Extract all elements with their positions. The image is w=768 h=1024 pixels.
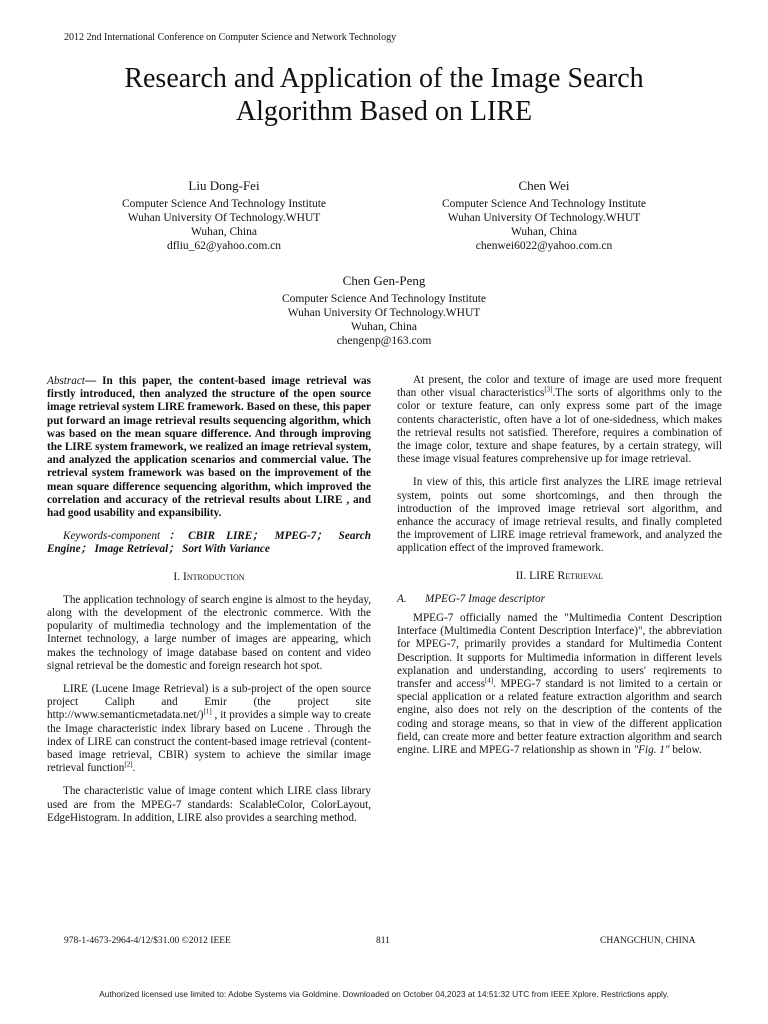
title-line-1: Research and Application of the Image Search — [124, 63, 644, 94]
author-location: Wuhan, China — [191, 226, 257, 238]
intro-paragraph-1: The application technology of search engine is almost to the heyday, along with the development of the electronic commerce. With the popularity of multimedia technology and the implementation of the Internet technology, a large number of images are appearing, which makes the technology of image database based on content and video signal retrieval be the domestic and foreign research hot spot. — [47, 593, 371, 672]
section-heading-introduction: I. Introduction — [173, 570, 245, 583]
mpeg7-text-b: . MPEG-7 standard is not limited to a certain or special application or a related feature extraction algorithm and search engine, also does not rely on the description of the contents of the coding and storage means, so that in view of the different application field, can create more and better feature extraction algorithm and search engine. LIRE and MPEG-7 relationship as shown in — [397, 678, 722, 757]
abstract-text: — In this paper, the content-based image retrieval was firstly introduced, then analyzed the structure of the open source image retrieval system LIRE framework. Based on these, this paper put forward an image retrieval results sequencing algorithm, which was based on the mean square difference. And through improving the LIRE system framework, we realized an image retrieval system, and analyzed the application scenarios and commercial value. The retrieval system framework was based on the improvement of the mean square difference sequencing algorithm, which improved the correlation and accuracy of the retrieval results about LIRE , and had good usability and expansibility. — [47, 375, 371, 520]
citation-4[interactable]: [4] — [484, 676, 494, 685]
author-email[interactable]: dfliu_62@yahoo.com.cn — [166, 240, 282, 252]
author-institute: Computer Science And Technology Institute — [281, 293, 487, 305]
section-heading-lire-retrieval: II. LIRE Retrieval — [515, 569, 604, 582]
intro-p2-text-a: LIRE (Lucene Image Retrieval) is a sub-project of the open source project Caliph and Emir (the project site http://www.semanticmetadata.net/) — [47, 683, 371, 722]
citation-1[interactable]: [1] — [203, 707, 212, 716]
author-location: Wuhan, China — [351, 321, 417, 333]
figure-reference[interactable]: "Fig. 1" — [633, 744, 670, 757]
license-notice: Authorized licensed use limited to: Adobe Systems via Goldmine. Downloaded on October 04,2023 at 14:51:32 UTC from IEEE Xplore. Restrictions apply. — [99, 989, 669, 999]
author-block-3 — [244, 272, 524, 348]
abstract-label: Abstract — [47, 375, 85, 387]
intro-p4-text-a: At present, the color and texture of image are used more frequent than other visual characteristics — [397, 374, 722, 400]
author-block-1 — [84, 177, 364, 253]
left-column — [47, 375, 371, 835]
paper-title — [40, 62, 728, 128]
keywords-text: ：CBIR LIRE； MPEG-7； Search Engine； Image Retrieval； Sort With Variance — [47, 530, 371, 556]
intro-paragraph-3: The characteristic value of image content which LIRE class library used are from the MPEG-7 standards: ScalableColor, ColorLayout, EdgeHistogram. In addition, LIRE also provides a searching method. — [47, 785, 371, 824]
subsection-heading-mpeg7 — [397, 593, 722, 606]
keywords-label: Keywords-component — [63, 530, 161, 543]
footer-location: CHANGCHUN, CHINA — [600, 936, 696, 946]
intro-p2-text-c: . — [132, 762, 136, 775]
footer-page-number: 811 — [376, 936, 390, 946]
intro-p2-text-b: , it provides a simple way to create the Image characteristic index library based on Lucene . Through the index of LIRE can construct the content-based image retrieval (content-based image retrieval, CBIR) system to achieve the similar image retrieval function — [47, 709, 371, 775]
right-column — [397, 374, 722, 767]
citation-2[interactable]: [2] — [124, 760, 133, 769]
citation-3[interactable]: [3] — [544, 385, 553, 394]
author-university: Wuhan University Of Technology.WHUT — [127, 212, 321, 224]
conference-header: 2012 2nd International Conference on Computer Science and Network Technology — [64, 32, 397, 43]
footer-isbn: 978-1-4673-2964-4/12/$31.00 ©2012 IEEE — [64, 936, 231, 946]
intro-paragraph-5: In view of this, this article first analyzes the LIRE image retrieval system, points out some shortcomings, and then through the introduction of the improved image retrieval sort algorithm, and enhance the accuracy of image retrieval results, and finally completed the improvement of LIRE image retrieval framework, and analyzed the application effect of the improved framework. — [397, 476, 722, 555]
keywords-paragraph — [47, 530, 371, 556]
intro-paragraph-4 — [397, 374, 722, 466]
intro-p4-text-b: .The sorts of algorithms only to the color or texture feature, can only express some part of the image contents characteristic, often have a lot of one-sidedness, which makes the retrieval results not satisfied. Therefore, requires a combination of the image color, texture and shape features, by a certain strategy, will these image visual features comprehensive up for image retrieval. — [397, 387, 722, 466]
title-line-2: Algorithm Based on LIRE — [235, 96, 533, 127]
author-university: Wuhan University Of Technology.WHUT — [287, 307, 481, 319]
abstract-paragraph — [47, 375, 371, 520]
author-block-2 — [404, 177, 684, 253]
author-name: Chen Wei — [518, 178, 570, 193]
mpeg7-paragraph — [397, 612, 722, 757]
author-email[interactable]: chenwei6022@yahoo.com.cn — [475, 240, 613, 252]
subsection-title: MPEG-7 Image descriptor — [425, 592, 545, 605]
author-institute: Computer Science And Technology Institute — [121, 198, 327, 210]
intro-paragraph-2 — [47, 683, 371, 775]
mpeg7-text-c: below. — [669, 744, 702, 757]
author-name: Liu Dong-Fei — [188, 178, 260, 193]
author-location: Wuhan, China — [511, 226, 577, 238]
mpeg7-text-a: MPEG-7 officially named the "Multimedia Content Description Interface (Multimedia Content Description Interface)", the abbreviation for MPEG-7, primarily provides a standard for Multimedia Content Description. It supports for Multimedia information in different levels explanation and understanding, according to users' reqirements to transfer and access — [397, 612, 722, 691]
author-email[interactable]: chengenp@163.com — [336, 335, 432, 347]
author-institute: Computer Science And Technology Institute — [441, 198, 647, 210]
author-name: Chen Gen-Peng — [342, 273, 426, 288]
author-university: Wuhan University Of Technology.WHUT — [447, 212, 641, 224]
subsection-number: A. — [397, 592, 407, 605]
